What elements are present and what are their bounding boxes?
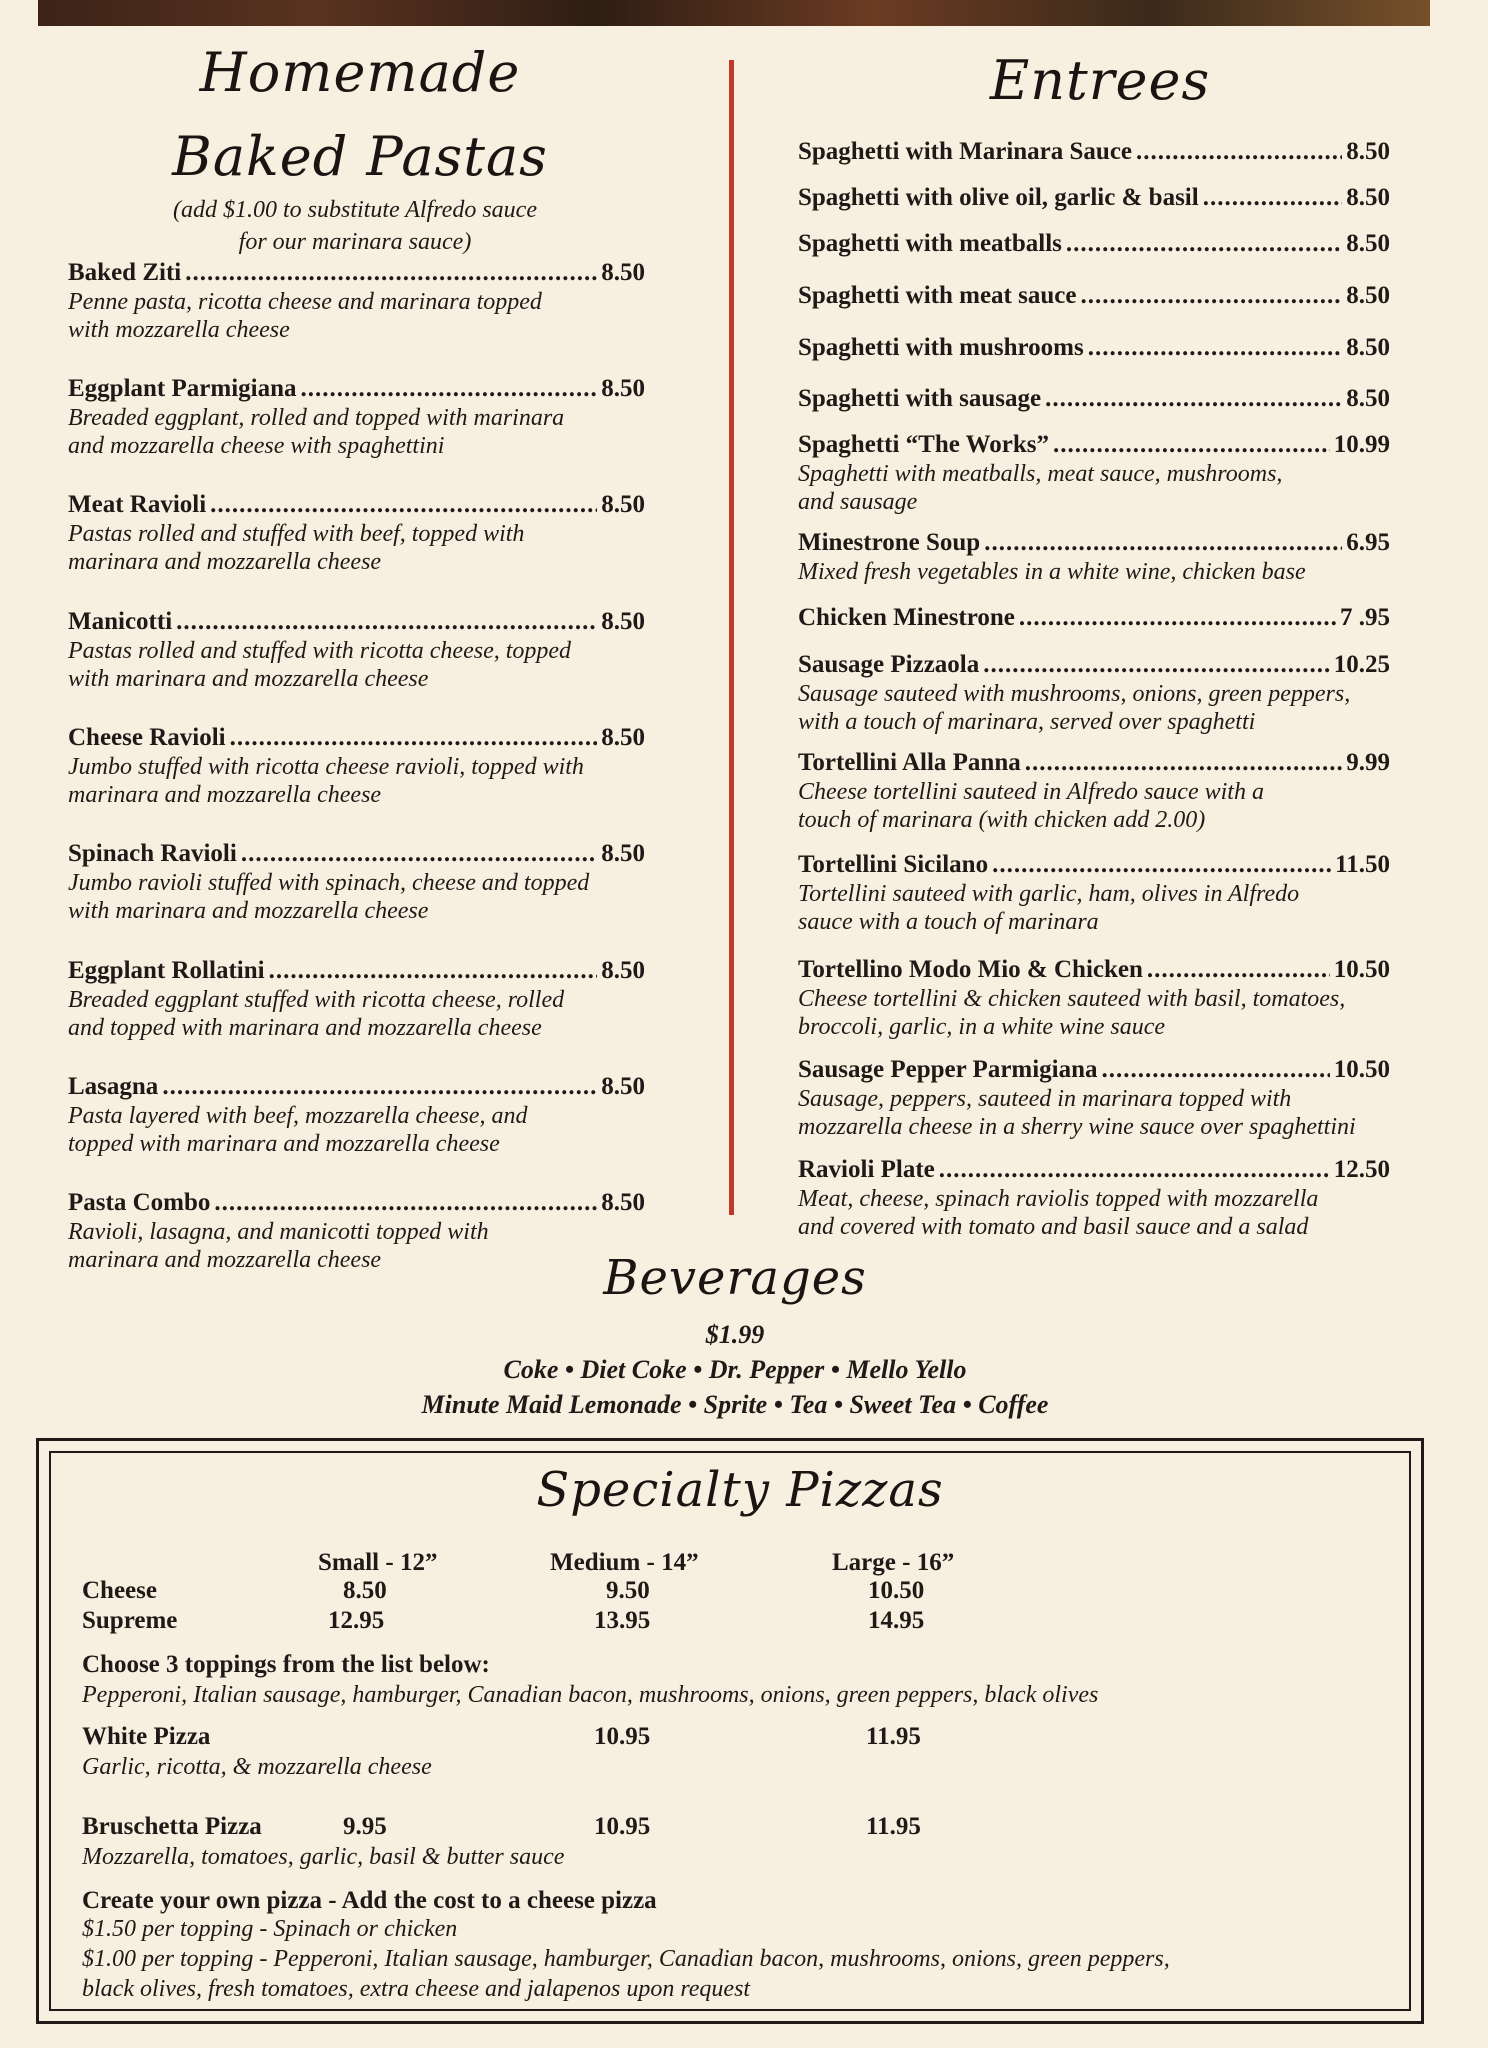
menu-item-row xyxy=(68,607,645,637)
menu-item-row xyxy=(798,1055,1390,1085)
menu-item-name: Spaghetti with meat sauce xyxy=(798,282,1077,309)
menu-item-row xyxy=(798,528,1390,558)
menu-item-price: 8.50 xyxy=(601,491,645,518)
menu-item-name: Lasagna xyxy=(68,1073,159,1100)
pizzas-title: Specialty Pizzas xyxy=(536,1462,944,1518)
menu-item xyxy=(798,650,1390,736)
menu-item-row xyxy=(798,603,1390,633)
leader-dots xyxy=(301,374,598,404)
cheese-price-large: 10.50 xyxy=(868,1577,925,1604)
menu-item-price: 6.95 xyxy=(1346,529,1390,556)
menu-item-desc-line1: Ravioli, lasagna, and manicotti topped with xyxy=(68,1219,489,1245)
menu-item-desc-line2: mozzarella cheese in a sherry wine sauce over spaghettini xyxy=(798,1114,1356,1140)
leader-dots xyxy=(1203,183,1343,213)
menu-item-desc-line1: Penne pasta, ricotta cheese and marinara topped xyxy=(68,289,542,315)
size-medium: Medium - 14” xyxy=(550,1549,699,1576)
menu-item-desc-line1: Meat, cheese, spinach raviolis topped with mozzarella xyxy=(798,1186,1319,1212)
menu-item-row xyxy=(798,430,1390,460)
menu-item-desc-line1: Spaghetti with meatballs, meat sauce, mushrooms, xyxy=(798,461,1283,487)
menu-item-desc-line1: Breaded eggplant stuffed with ricotta cheese, rolled xyxy=(68,987,565,1013)
menu-item-desc-line1: Cheese tortellini & chicken sauteed with basil, tomatoes, xyxy=(798,986,1346,1012)
menu-item-row xyxy=(798,748,1390,778)
menu-item xyxy=(798,333,1390,363)
menu-item-price: 8.50 xyxy=(601,840,645,867)
menu-item-desc-line2: and mozzarella cheese with spaghettini xyxy=(68,433,445,459)
choose-toppings-list: Pepperoni, Italian sausage, hamburger, Canadian bacon, mushrooms, onions, green peppers, black olives xyxy=(82,1682,1099,1708)
menu-item-desc-line1: Sausage, peppers, sauteed in marinara topped with xyxy=(798,1086,1292,1112)
menu-item-price: 8.50 xyxy=(1346,282,1390,309)
leader-dots xyxy=(269,956,598,986)
menu-item-name: Sausage Pepper Parmigiana xyxy=(798,1056,1098,1083)
beverages-price: $1.99 xyxy=(705,1320,765,1349)
menu-item-row xyxy=(798,281,1390,311)
menu-item-row xyxy=(798,229,1390,259)
menu-item-desc-line2: with marinara and mozzarella cheese xyxy=(68,898,429,924)
menu-item-name: Manicotti xyxy=(68,608,173,635)
menu-item-desc-line2: with a touch of marinara, served over spaghetti xyxy=(798,709,1256,735)
menu-item-row xyxy=(68,839,645,869)
leader-dots xyxy=(162,1072,597,1102)
menu-item-desc-line2: sauce with a touch of marinara xyxy=(798,909,1099,935)
white-pizza-desc: Garlic, ricotta, & mozzarella cheese xyxy=(82,1754,432,1780)
menu-item-price: 8.50 xyxy=(601,1073,645,1100)
menu-item-desc-line1: Pastas rolled and stuffed with beef, topped with xyxy=(68,521,525,547)
menu-item-desc-line2: marinara and mozzarella cheese xyxy=(68,549,382,575)
menu-item-name: Eggplant Parmigiana xyxy=(68,375,297,402)
menu-item-price: 10.25 xyxy=(1333,651,1390,678)
leader-dots xyxy=(984,528,1342,558)
menu-item-row xyxy=(798,1155,1390,1185)
leader-dots xyxy=(1045,384,1342,414)
menu-item-name: Spaghetti with meatballs xyxy=(798,230,1062,257)
create-own-title: Create your own pizza - Add the cost to a cheese pizza xyxy=(82,1887,657,1914)
create-own-line2: $1.00 per topping - Pepperoni, Italian sausage, hamburger, Canadian bacon, mushrooms, onions, green peppers, xyxy=(82,1946,1170,1972)
menu-item-desc-line2: and sausage xyxy=(798,489,918,515)
menu-item-price: 8.50 xyxy=(1346,138,1390,165)
menu-item-price: 11.50 xyxy=(1335,851,1390,878)
menu-item-row xyxy=(68,490,645,520)
menu-item-desc-line1: Jumbo ravioli stuffed with spinach, cheese and topped xyxy=(68,870,590,896)
menu-item xyxy=(798,137,1390,167)
menu-item-price: 10.99 xyxy=(1333,431,1390,458)
menu-item-price: 8.50 xyxy=(601,957,645,984)
menu-item-name: Ravioli Plate xyxy=(798,1156,935,1183)
menu-item xyxy=(798,281,1390,311)
menu-item-desc-line2: with mozzarella cheese xyxy=(68,317,290,343)
entrees-title: Entrees xyxy=(989,49,1211,112)
menu-item-desc-line1: Pastas rolled and stuffed with ricotta cheese, topped xyxy=(68,638,572,664)
menu-item-desc-line1: Breaded eggplant, rolled and topped with marinara xyxy=(68,405,565,431)
menu-item-row xyxy=(798,183,1390,213)
menu-item-row xyxy=(798,137,1390,167)
menu-item xyxy=(798,850,1390,936)
leader-dots xyxy=(210,490,597,520)
menu-item-desc-line1: Sausage sauteed with mushrooms, onions, green peppers, xyxy=(798,681,1351,707)
menu-item-name: Cheese Ravioli xyxy=(68,724,226,751)
menu-item xyxy=(68,956,645,1042)
leader-dots xyxy=(1088,333,1343,363)
menu-item xyxy=(798,183,1390,213)
menu-item-name: Chicken Minestrone xyxy=(798,604,1015,631)
supreme-price-small: 12.95 xyxy=(328,1607,385,1634)
menu-item-name: Meat Ravioli xyxy=(68,491,207,518)
menu-item-row xyxy=(68,258,645,288)
menu-item-desc-line2: topped with marinara and mozzarella cheese xyxy=(68,1131,500,1157)
bruschetta-pizza-name: Bruschetta Pizza xyxy=(82,1813,262,1840)
menu-item-row xyxy=(68,1072,645,1102)
menu-item xyxy=(68,723,645,809)
menu-item xyxy=(798,528,1390,586)
menu-item-price: 9.99 xyxy=(1346,749,1390,776)
menu-item-name: Spaghetti with mushrooms xyxy=(798,334,1084,361)
menu-item-name: Minestrone Soup xyxy=(798,529,981,556)
supreme-name: Supreme xyxy=(82,1607,178,1634)
leader-dots xyxy=(1102,1055,1330,1085)
menu-item-desc-line2: marinara and mozzarella cheese xyxy=(68,1247,382,1273)
menu-item-desc-line1: Jumbo stuffed with ricotta cheese ravioli, topped with xyxy=(68,754,584,780)
choose-toppings-title: Choose 3 toppings from the list below: xyxy=(82,1651,490,1678)
beverages-line2: Minute Maid Lemonade • Sprite • Tea • Sweet Tea • Coffee xyxy=(421,1390,1049,1419)
menu-item-desc-line2: with marinara and mozzarella cheese xyxy=(68,666,429,692)
supreme-price-medium: 13.95 xyxy=(594,1607,651,1634)
menu-item-price: 8.50 xyxy=(1346,184,1390,211)
leader-dots xyxy=(1147,955,1330,985)
bruschetta-price-small: 9.95 xyxy=(343,1813,387,1840)
menu-item-name: Spaghetti with olive oil, garlic & basil xyxy=(798,184,1199,211)
menu-item xyxy=(798,1055,1390,1141)
menu-item-row xyxy=(798,955,1390,985)
leader-dots xyxy=(992,850,1331,880)
menu-item-desc-line2: broccoli, garlic, in a white wine sauce xyxy=(798,1014,1166,1040)
leader-dots xyxy=(1019,603,1336,633)
white-pizza-price-medium: 10.95 xyxy=(594,1723,651,1750)
menu-item-price: 7 .95 xyxy=(1340,604,1390,631)
menu-item-desc-line2: and topped with marinara and mozzarella cheese xyxy=(68,1015,542,1041)
cheese-price-medium: 9.50 xyxy=(606,1577,650,1604)
menu-item-row xyxy=(798,850,1390,880)
menu-item xyxy=(68,258,645,344)
menu-item-name: Eggplant Rollatini xyxy=(68,957,265,984)
menu-item-name: Tortellini Sicilano xyxy=(798,851,989,878)
menu-item-price: 8.50 xyxy=(601,1189,645,1216)
menu-item-row xyxy=(68,374,645,404)
menu-item-row xyxy=(68,1188,645,1218)
leader-dots xyxy=(983,650,1330,680)
menu-item-price: 8.50 xyxy=(601,608,645,635)
pastas-note-line2: for our marinara sauce) xyxy=(238,229,472,255)
create-own-line3: black olives, fresh tomatoes, extra cheese and jalapenos upon request xyxy=(82,1976,751,2002)
leader-dots xyxy=(185,258,597,288)
menu-item-name: Spaghetti with Marinara Sauce xyxy=(798,138,1133,165)
menu-item-row xyxy=(68,723,645,753)
bruschetta-pizza-desc: Mozzarella, tomatoes, garlic, basil & butter sauce xyxy=(82,1844,565,1870)
menu-item-name: Tortellino Modo Mio & Chicken xyxy=(798,956,1143,983)
leader-dots xyxy=(939,1155,1330,1185)
cheese-price-small: 8.50 xyxy=(343,1577,387,1604)
menu-item-row xyxy=(798,333,1390,363)
menu-item-price: 12.50 xyxy=(1333,1156,1390,1183)
menu-item xyxy=(798,748,1390,834)
bruschetta-price-medium: 10.95 xyxy=(594,1813,651,1840)
menu-item-price: 10.50 xyxy=(1333,956,1390,983)
leader-dots xyxy=(230,723,598,753)
leader-dots xyxy=(214,1188,597,1218)
menu-item xyxy=(68,1072,645,1158)
white-pizza-name: White Pizza xyxy=(82,1723,211,1750)
menu-item-desc-line2: and covered with tomato and basil sauce and a salad xyxy=(798,1214,1309,1240)
pastas-title-line2: Baked Pastas xyxy=(172,125,548,188)
create-own-line1: $1.50 per topping - Spinach or chicken xyxy=(82,1916,458,1942)
menu-item-name: Pasta Combo xyxy=(68,1189,211,1216)
menu-item-name: Tortellini Alla Panna xyxy=(798,749,1021,776)
supreme-price-large: 14.95 xyxy=(868,1607,925,1634)
menu-item xyxy=(798,955,1390,1041)
menu-item xyxy=(798,1155,1390,1241)
menu-item-price: 8.50 xyxy=(1346,334,1390,361)
menu-item-price: 8.50 xyxy=(601,724,645,751)
leader-dots xyxy=(1066,229,1342,259)
menu-item-row xyxy=(68,956,645,986)
menu-item-name: Spaghetti with sausage xyxy=(798,385,1042,412)
menu-item-name: Spaghetti “The Works” xyxy=(798,431,1049,458)
beverages-line1: Coke • Diet Coke • Dr. Pepper • Mello Yello xyxy=(503,1355,967,1384)
size-large: Large - 16” xyxy=(832,1549,955,1576)
menu-item-price: 10.50 xyxy=(1333,1056,1390,1083)
menu-item-row xyxy=(798,384,1390,414)
menu-item-desc-line2: marinara and mozzarella cheese xyxy=(68,782,382,808)
menu-item xyxy=(798,229,1390,259)
white-pizza-price-large: 11.95 xyxy=(866,1723,921,1750)
pastas-note-line1: (add $1.00 to substitute Alfredo sauce xyxy=(173,197,537,223)
size-small: Small - 12” xyxy=(318,1549,438,1576)
column-divider xyxy=(729,60,734,1215)
leader-dots xyxy=(176,607,597,637)
leader-dots xyxy=(1053,430,1330,460)
header-food-photo xyxy=(38,0,1430,26)
bruschetta-price-large: 11.95 xyxy=(866,1813,921,1840)
pastas-title-line1: Homemade xyxy=(199,41,521,104)
leader-dots xyxy=(241,839,597,869)
menu-item-desc-line2: touch of marinara (with chicken add 2.00) xyxy=(798,807,1206,833)
menu-item-price: 8.50 xyxy=(601,375,645,402)
menu-item-row xyxy=(798,650,1390,680)
menu-item-desc-line1: Tortellini sauteed with garlic, ham, olives in Alfredo xyxy=(798,881,1300,907)
menu-item-desc-line1: Pasta layered with beef, mozzarella cheese, and xyxy=(68,1103,528,1129)
menu-item-desc-line1: Cheese tortellini sauteed in Alfredo sauce with a xyxy=(798,779,1264,805)
cheese-name: Cheese xyxy=(82,1577,157,1604)
leader-dots xyxy=(1136,137,1342,167)
menu-item-price: 8.50 xyxy=(601,259,645,286)
menu-item xyxy=(798,384,1390,414)
menu-item xyxy=(798,430,1390,516)
menu-item-price: 8.50 xyxy=(1346,385,1390,412)
menu-item-name: Baked Ziti xyxy=(68,259,182,286)
beverages-title: Beverages xyxy=(603,1250,867,1306)
menu-item-desc-line1: Mixed fresh vegetables in a white wine, chicken base xyxy=(798,559,1306,585)
menu-item xyxy=(798,603,1390,633)
menu-item-name: Sausage Pizzaola xyxy=(798,651,980,678)
leader-dots xyxy=(1080,281,1342,311)
menu-item-price: 8.50 xyxy=(1346,230,1390,257)
menu-item xyxy=(68,839,645,925)
leader-dots xyxy=(1025,748,1343,778)
menu-item xyxy=(68,607,645,693)
menu-item xyxy=(68,490,645,576)
menu-item xyxy=(68,374,645,460)
menu-item-name: Spinach Ravioli xyxy=(68,840,237,867)
